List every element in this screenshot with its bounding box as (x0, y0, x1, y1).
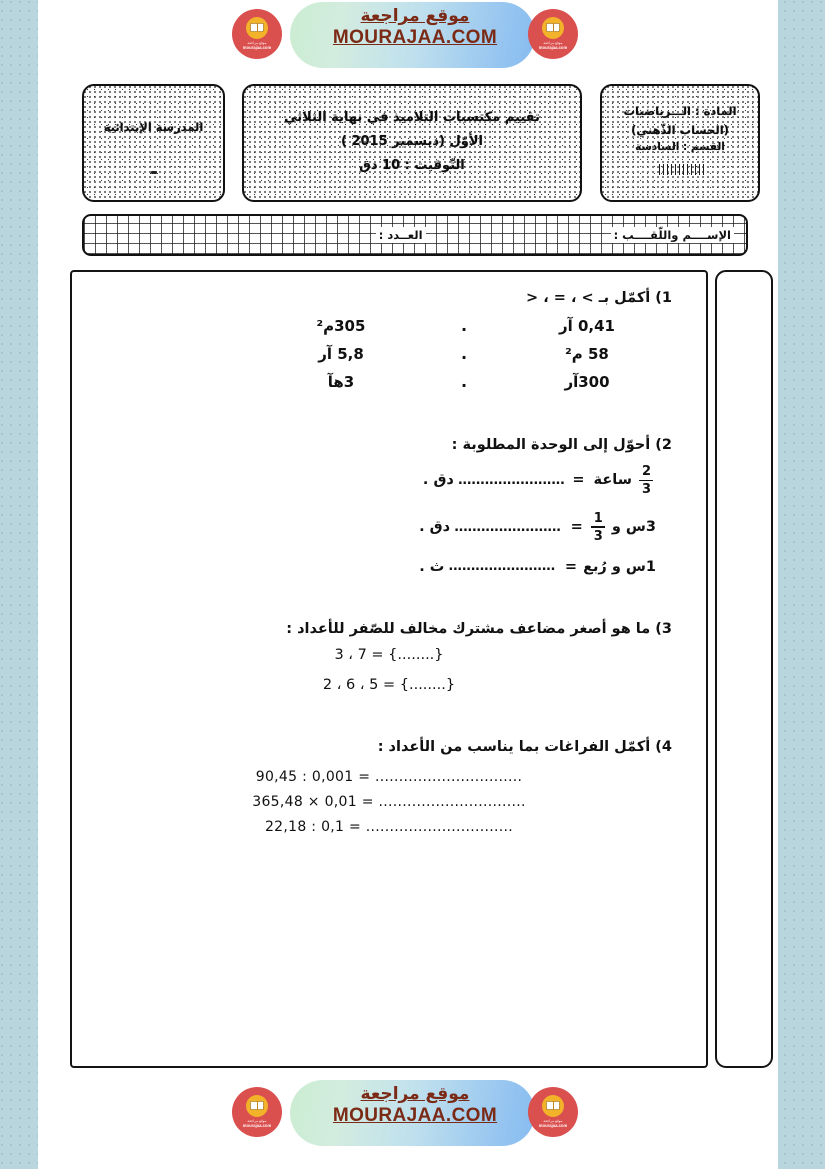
subject-line-2: (الحساب الذّهني) (631, 122, 729, 137)
exercise-3-title: 3) ما هو أصغر مضاعف مشترك مخالف للصّفر للأعداد : (286, 620, 672, 637)
exercise-4-row[interactable]: 22,18 : 0,1 = ............................... (264, 818, 514, 835)
watermark-arabic-label: موقع مراجعة (360, 1084, 470, 1104)
fraction-numerator: 1 (593, 510, 603, 526)
fraction-1-3 (591, 512, 606, 543)
ex2-answer-blank[interactable]: ........................ (448, 559, 555, 575)
book-icon (546, 23, 560, 32)
watermark-banner-bottom (0, 1078, 825, 1148)
exercise-4-row[interactable]: 365,48 × 0,01 = ............................... (252, 793, 526, 810)
exercise-1-row (106, 344, 672, 363)
watermark-text (275, 6, 555, 49)
logo-caption-ar: موقع مراجعة (543, 41, 563, 45)
grade-label: العــدد : (376, 227, 426, 243)
exercise-4-title: 4) أكمّل الفراغات بما يناسب من الأعداد : (377, 738, 672, 755)
logo-caption-url: mourajaa.com (538, 1123, 568, 1129)
ex1-operator-blank[interactable]: . (460, 316, 468, 335)
logo-caption-ar: موقع مراجعة (543, 1119, 563, 1123)
exam-area (70, 270, 776, 1070)
logo-caption-url: mourajaa.com (242, 45, 272, 51)
exercise-1-row (106, 372, 672, 391)
exercise-3 (106, 621, 672, 693)
ex2-equals: = (570, 519, 583, 536)
mourajaa-logo-icon (232, 1087, 282, 1137)
ex2-unit-label: ساعة (593, 472, 632, 489)
ex1-right-value: 305م² (316, 316, 366, 335)
exercise-4 (106, 739, 672, 835)
ex2-plain-value: 1س و رُبع (583, 558, 656, 575)
exercise-1-title: 1) أكمّل بـ > ، = ، < (526, 290, 672, 306)
school-name-label: المدرسة الإبتدائية (103, 120, 204, 134)
ex2-answer-blank[interactable]: ........................ (454, 519, 561, 535)
subject-line-1: المادة : الـــرياضيات (623, 104, 737, 118)
student-name-bar (82, 214, 748, 256)
exercise-2-row (106, 559, 672, 575)
ex2-equals: = (564, 558, 578, 575)
side-margin-strip (715, 270, 773, 1068)
ex2-answer-blank[interactable]: ........................ (457, 472, 565, 488)
watermark-url-label: MOURAJAA.COM (332, 1105, 498, 1127)
exam-title-line-1: تقييم مكتسبات التلاميذ في نهاية الثلاثي (284, 110, 540, 125)
exam-title-line-2: الأوّل (ديسمبر 2015 ) (340, 134, 484, 150)
fraction-denominator: 3 (641, 481, 651, 497)
exercise-3-row[interactable]: 3 ، 7 = {........} (334, 646, 444, 663)
tick-marks-decoration (659, 164, 705, 175)
book-icon (250, 23, 264, 32)
ex1-operator-blank[interactable]: . (460, 372, 468, 391)
subject-line-3: القسم : السادسة (635, 141, 725, 154)
ex2-equals: = (572, 472, 585, 489)
ex2-target-unit: دق . (419, 519, 451, 536)
school-mark-decoration (151, 171, 157, 174)
ex1-left-value: 58 م² (565, 344, 609, 363)
fraction-bar (591, 526, 605, 528)
name-label: الإســــم واللّقــــب : (611, 227, 734, 243)
exercise-1 (106, 290, 672, 391)
ex1-right-value: 5,8 آر (318, 344, 364, 363)
logo-caption-url: mourajaa.com (242, 1123, 272, 1129)
ex2-target-unit: ث . (419, 558, 445, 575)
mourajaa-logo-icon (232, 9, 282, 59)
exercise-2 (106, 437, 672, 575)
ex2-prefix: 3س و (611, 519, 656, 536)
logo-caption-url: mourajaa.com (538, 45, 568, 51)
school-box (82, 84, 225, 202)
book-icon (546, 1101, 560, 1110)
exam-content-box (70, 270, 708, 1068)
mourajaa-logo-icon (528, 1087, 578, 1137)
exercise-4-row[interactable]: 90,45 : 0,001 = ............................... (255, 768, 523, 785)
subject-box (600, 84, 760, 202)
logo-caption (232, 1119, 282, 1129)
book-icon (250, 1101, 264, 1110)
logo-caption-ar: موقع مراجعة (247, 41, 267, 45)
logo-caption (528, 41, 578, 51)
logo-caption (528, 1119, 578, 1129)
watermark-banner-top (0, 0, 825, 70)
exercise-3-row[interactable]: 2 ، 6 ، 5 = {........} (322, 676, 456, 693)
ex1-left-value: 0,41 آر (558, 316, 615, 335)
ex2-target-unit: دق . (422, 472, 454, 489)
ex1-operator-blank[interactable]: . (460, 344, 468, 363)
exam-duration-line: التّوقيت : 10 دق (359, 158, 465, 174)
fraction-denominator: 3 (593, 528, 603, 544)
ex1-right-value: 3هآ (327, 372, 355, 391)
mourajaa-logo-icon (528, 9, 578, 59)
exercise-2-row (106, 465, 672, 496)
exercise-1-row (106, 316, 672, 335)
exam-title-box (242, 84, 582, 202)
exercise-2-row (106, 512, 672, 543)
logo-caption-ar: موقع مراجعة (247, 1119, 267, 1123)
fraction-numerator: 2 (641, 464, 651, 479)
fraction-2-3 (639, 465, 654, 496)
watermark-text (275, 1084, 555, 1127)
ex1-left-value: 300آر (564, 372, 610, 391)
watermark-url-label: MOURAJAA.COM (332, 27, 498, 49)
watermark-arabic-label: موقع مراجعة (360, 6, 470, 26)
exercise-2-title: 2) أحوّل إلى الوحدة المطلوبة : (451, 437, 672, 453)
logo-caption (232, 41, 282, 51)
header-boxes (70, 84, 760, 206)
